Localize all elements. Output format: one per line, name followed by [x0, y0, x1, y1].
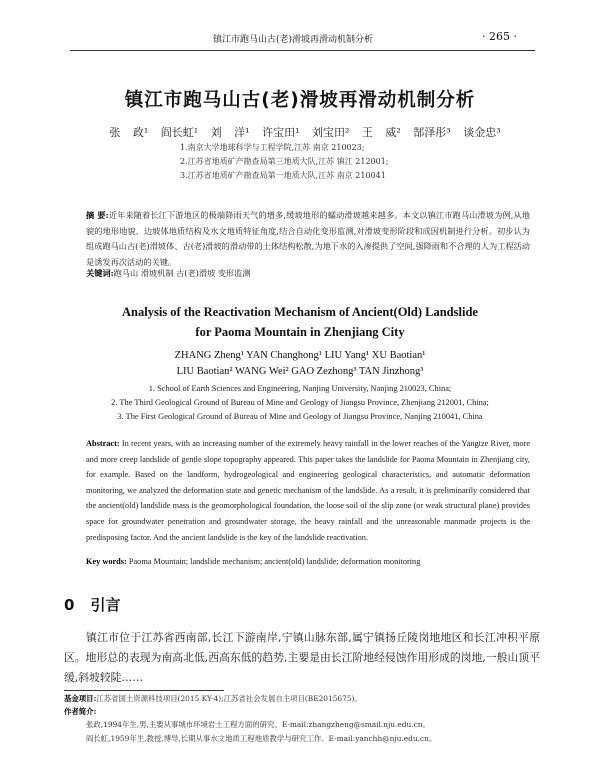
chinese-affiliation-2: 2.江苏省地质矿产勘查局第三地质大队,江苏 镇江 212001;: [180, 157, 389, 166]
running-head-journal: 镇江市跑马山古(老)滑坡再滑动机制分析: [213, 35, 374, 45]
english-keywords-label: Key words:: [86, 557, 127, 566]
footnote-author-label: [64, 706, 540, 718]
section-heading: [64, 594, 120, 615]
english-title-line-2: for Paoma Mountain in Zhenjiang City: [195, 325, 405, 339]
chinese-affiliation-1: 1.南京大学地球科学与工程学院,江苏 南京 210023;: [180, 143, 365, 152]
english-affiliation-3: 3. The First Geological Ground of Bureau of Mine and Geology of Jiangsu Province, Nanjing 210041, China: [117, 412, 483, 421]
english-abstract-label: Abstract:: [86, 439, 120, 448]
chinese-keywords-text: 跑马山 滑坡机制 古(老)滑坡 变形监测: [113, 268, 251, 278]
english-title: [0, 302, 600, 342]
footnote-author-1: 张政,1994年生,男,主要从事城市环境岩土工程方面的研究。E-mail:zhangzheng@smail.nju.edu.cn。: [86, 720, 430, 729]
footnote-fund-label: 基金项目:: [64, 694, 97, 703]
english-abstract-text: In recent years, with an increasing number of the extremely heavy rainfall in the lower reaches of the Yangtze River, more and more creep landslide of gentle slope topography appeared. This paper takes the landslide for Paoma Mountain in Zhenjiang city, for example. Based on the landform, hydrogeological and engineering geological characteristics, and automatic deformation monitoring, we analyzed the deformation state and genetic mechanism of the landslide. As a result, it is preliminarily considered that the ancient(old) landslide mass is the geomorphological foundation, the loose soil of the slip zone (or weak structural plane) provides space for groundwater penetration and groundwater storage, the heavy rainfall and the unreasonable manmade projects is the predisposing factor. And the ancient landslide is the key of the landslide reactivation.: [86, 439, 530, 542]
chinese-abstract-label: 摘 要:: [86, 210, 109, 220]
chinese-title: 镇江市跑马山古(老)滑坡再滑动机制分析: [124, 90, 476, 111]
english-title-line-1: Analysis of the Reactivation Mechanism of Ancient(Old) Landslide: [122, 305, 478, 319]
page-number: · 265 ·: [482, 30, 517, 43]
chinese-abstract-text: 近年来随着长江下游地区的极端降雨天气的增多,缓坡地形的蠕动滑坡越来越多。本文以镇江市跑马山滑坡为例,从地貌的地形地貌、边坡体地质结构及水文地质特征角度,结合自动化变形监测,对滑坡变形阶段和成因机制进行分析。初步认为组成跑马山古(老)滑坡体、古(老)滑坡的滑动带的土体结构松散,为地下水的入渗提供了空间,强降雨和不合理的人为工程活动是诱发再次活动的关键。: [86, 210, 530, 267]
english-keywords-text: Paoma Mountain; landslide mechanism; ancient(old) landslide; deformation monitoring: [128, 557, 421, 566]
english-affiliation-2: 2. The Third Geological Ground of Bureau of Mine and Geology of Jiangsu Province, Zhenjiang 212001, China;: [111, 398, 489, 407]
footnote-author-2: 阎长虹,1959年生,教授,博导,长期从事水文地质工程地质教学与研究工作。E-mail:yanchh@nju.edu.cn。: [86, 734, 437, 743]
chinese-keywords-label: 关键词:: [86, 268, 114, 278]
section-body: 镇江市位于江苏省西南部,长江下游南岸,宁镇山脉东部,属宁镇扬丘陵岗地地区和长江冲积平原区。地形总的表现为南高北低,西高东低的趋势,主要是由长江阶地经侵蚀作用形成的岗地,一般山顶平缓,斜坡较陡……: [64, 631, 540, 684]
english-authors-line-2: LIU Baotian² WANG Wei² GAO Zezhong³ TAN Jinzhong³: [176, 366, 424, 377]
header-rule: [70, 50, 535, 51]
chinese-affiliation-3: 3.江苏省地质矿产勘查局第一地质大队,江苏 南京 210041: [180, 171, 386, 180]
english-affiliation-1: 1. School of Earth Sciences and Engineering, Nanjing University, Nanjing 210023, China;: [148, 384, 452, 393]
footnote-fund-text: 江苏省国土资源科技项目(2015 KY-4);江苏省社会发展自主项目(BE2015675)。: [96, 694, 362, 703]
section-number: 0: [64, 596, 75, 614]
section-title: 引言: [90, 596, 121, 614]
chinese-abstract: [86, 208, 530, 270]
footnote-fund: [64, 693, 540, 705]
running-head: [0, 30, 600, 52]
chinese-authors: 张 政¹ 阎长虹¹ 刘 洋¹ 许宝田¹ 刘宝田² 王 威² 郜泽彤³ 谈金忠³: [109, 126, 501, 139]
english-abstract: [86, 436, 530, 545]
chinese-keywords: [86, 268, 251, 279]
footnote-author-label-text: 作者简介:: [64, 707, 97, 716]
english-authors-line-1: ZHANG Zheng¹ YAN Changhong¹ LIU Yang¹ XU Baotian¹: [174, 350, 426, 361]
english-keywords: [86, 557, 420, 566]
footnote-rule: [64, 690, 224, 691]
